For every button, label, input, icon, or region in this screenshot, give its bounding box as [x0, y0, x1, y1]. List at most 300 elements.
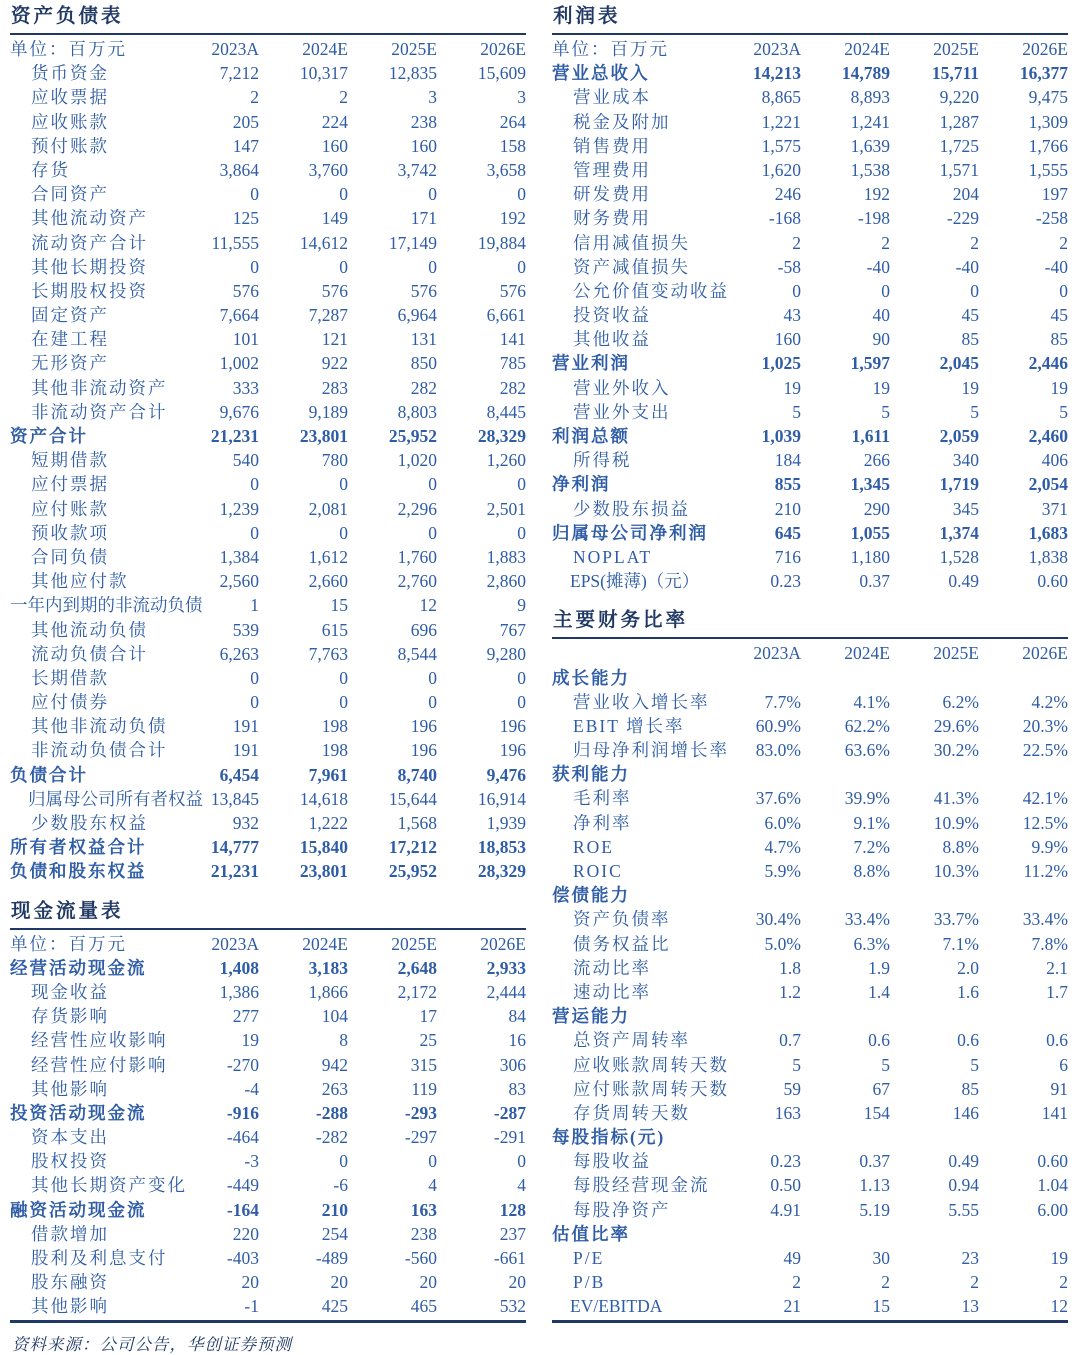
row-value: 25,952	[388, 861, 437, 882]
row-value: 1,568	[397, 813, 437, 833]
row-label: 归属母公司所有者权益	[28, 788, 203, 809]
row-label: 偿债能力	[552, 885, 630, 906]
row-label: 其他流动资产	[31, 208, 148, 229]
row-value: 121	[321, 329, 348, 350]
row-value: 25,952	[388, 426, 437, 446]
row-value: 9.9%	[1031, 836, 1068, 857]
row-value: 128	[499, 1199, 526, 1220]
row-value: 171	[410, 208, 437, 229]
table-row	[552, 279, 1068, 303]
table-row	[10, 956, 526, 980]
table-row	[10, 1028, 526, 1052]
row-value: -287	[493, 1102, 526, 1123]
unit-label: 单位：百万元	[10, 39, 127, 59]
row-value: 0	[428, 522, 437, 543]
row-value: 1.13	[859, 1175, 890, 1196]
row-value: 0	[517, 474, 526, 495]
row-label: 长期股权投资	[31, 280, 148, 301]
section-header-row	[552, 1125, 1068, 1149]
table-row	[552, 110, 1068, 134]
table-row	[10, 206, 526, 230]
row-value: -288	[315, 1102, 348, 1123]
table-row	[552, 497, 1068, 521]
section-header-row	[552, 666, 1068, 690]
section-header-row	[552, 1222, 1068, 1246]
row-value: -3	[244, 1151, 259, 1172]
row-value: 39.9%	[844, 788, 890, 809]
row-label: 速动比率	[573, 981, 651, 1002]
row-value: 163	[410, 1199, 437, 1220]
table-row	[10, 448, 526, 472]
row-label: 经营性应付影响	[31, 1054, 168, 1075]
row-value: 1	[250, 595, 259, 616]
table-row	[10, 642, 526, 666]
row-value: 8,740	[397, 764, 437, 785]
row-label: 货币资金	[31, 63, 109, 84]
row-value: 6.00	[1037, 1199, 1068, 1220]
row-value: 19	[783, 377, 801, 398]
row-value: 2,296	[397, 498, 437, 519]
row-value: -297	[404, 1127, 437, 1148]
row-label: 成长能力	[552, 667, 630, 688]
row-value: 20	[419, 1272, 437, 1293]
table-row	[552, 1077, 1068, 1101]
row-value: 0	[517, 1151, 526, 1172]
row-value: -168	[768, 208, 801, 229]
table-row	[10, 1222, 526, 1246]
row-label: 毛利率	[573, 788, 632, 809]
table-row	[552, 206, 1068, 230]
section-header-row	[552, 762, 1068, 786]
row-value: 59	[783, 1078, 801, 1099]
row-value: -291	[493, 1127, 526, 1148]
row-value: 17,149	[388, 232, 437, 253]
row-value: 333	[232, 377, 259, 398]
row-value: 63.6%	[844, 740, 890, 761]
row-value: 22.5%	[1022, 740, 1068, 761]
row-label: 一年内到期的非流动负债	[10, 595, 203, 616]
table-row	[10, 1173, 526, 1197]
row-label: 其他长期投资	[31, 256, 148, 277]
row-value: 7.7%	[764, 691, 801, 712]
row-value: 4.91	[770, 1199, 801, 1220]
row-label: 其他应付款	[31, 571, 129, 592]
row-value: 15	[872, 1296, 890, 1317]
row-value: 8	[339, 1030, 348, 1051]
row-value: 0.7	[779, 1030, 801, 1051]
row-value: 2	[881, 1272, 890, 1293]
row-label: 营业成本	[573, 87, 651, 108]
row-value: 277	[232, 1006, 259, 1027]
row-value: 0.37	[859, 571, 890, 592]
key-ratios-table	[552, 607, 1068, 1322]
row-value: 18,853	[477, 837, 526, 858]
table-row	[552, 351, 1068, 375]
row-value: 1.6	[957, 981, 979, 1002]
table-row	[552, 956, 1068, 980]
row-value: 37.6%	[755, 788, 801, 809]
table-row	[10, 763, 526, 787]
row-value: 1,612	[308, 546, 348, 567]
row-value: 8,445	[486, 401, 526, 422]
row-label: 经营性应收影响	[31, 1030, 168, 1051]
row-value: 238	[410, 1223, 437, 1244]
row-value: 15,711	[931, 63, 979, 84]
row-label: 预收款项	[31, 522, 109, 543]
row-value: -1	[244, 1296, 259, 1317]
row-value: 204	[952, 184, 979, 205]
row-value: 30.4%	[755, 909, 801, 930]
row-value: 17,212	[388, 837, 437, 858]
row-value: 932	[232, 813, 259, 833]
row-value: -560	[404, 1248, 437, 1268]
row-value: 576	[499, 280, 526, 301]
row-value: 2,054	[1028, 474, 1068, 495]
row-value: 12	[1050, 1296, 1068, 1317]
row-value: 1,260	[486, 450, 526, 471]
table-row	[10, 811, 526, 835]
row-value: 0	[428, 692, 437, 713]
row-value: 576	[321, 280, 348, 301]
row-value: 1,020	[397, 450, 437, 471]
row-value: 340	[952, 450, 979, 471]
row-value: 4.7%	[764, 836, 801, 857]
row-label: 投资活动现金流	[10, 1102, 147, 1123]
row-value: 5.55	[948, 1199, 979, 1220]
row-value: 19	[961, 377, 979, 398]
row-value: 184	[774, 450, 801, 471]
table-row	[552, 231, 1068, 255]
row-value: 1,639	[850, 135, 890, 156]
row-value: -258	[1035, 208, 1068, 229]
table-row	[10, 618, 526, 642]
row-value: 1,725	[939, 135, 979, 156]
row-label: 所有者权益合计	[10, 837, 147, 858]
row-value: 5	[881, 401, 890, 422]
table-row	[552, 569, 1068, 593]
row-value: 160	[410, 135, 437, 156]
row-value: 210	[774, 498, 801, 519]
cash-flow-title: 现金流量表	[10, 898, 526, 930]
row-value: 14,213	[752, 63, 801, 84]
row-value: 28,329	[477, 861, 526, 882]
row-value: 10,317	[299, 63, 348, 84]
row-value: -916	[226, 1102, 259, 1123]
table-row	[552, 376, 1068, 400]
row-value: 43	[783, 305, 801, 326]
row-value: 2	[1059, 232, 1068, 253]
row-label: 应收账款周转天数	[573, 1054, 729, 1075]
row-value: 290	[863, 498, 890, 519]
table-row	[10, 110, 526, 134]
row-value: 158	[499, 135, 526, 156]
row-value: 2,933	[486, 957, 526, 978]
row-label: 净利率	[573, 812, 632, 833]
row-value: 850	[410, 353, 437, 374]
row-value: 1,866	[308, 981, 348, 1002]
row-value: 160	[321, 135, 348, 156]
row-value: 2	[792, 1272, 801, 1293]
row-value: 16,377	[1019, 63, 1068, 84]
row-label: 长期借款	[31, 667, 109, 688]
row-value: 23	[961, 1248, 979, 1268]
column-header: 2024E	[844, 643, 890, 664]
row-value: 2.1	[1046, 957, 1068, 978]
cash-flow-rows	[10, 956, 526, 1323]
row-label: 存货	[31, 159, 70, 180]
row-value: 1,611	[851, 426, 890, 446]
row-value: 767	[499, 619, 526, 640]
row-value: 1.7	[1046, 981, 1068, 1002]
row-label: ROE	[573, 836, 614, 857]
row-value: 9,476	[486, 764, 526, 785]
row-value: 1,760	[397, 546, 437, 567]
table-row	[10, 1004, 526, 1028]
row-label: 负债合计	[10, 764, 88, 785]
row-value: 12.5%	[1022, 812, 1068, 833]
row-value: 16	[508, 1030, 526, 1051]
column-header: 2025E	[933, 643, 979, 664]
row-value: 1.4	[868, 981, 890, 1002]
row-value: 0	[339, 256, 348, 277]
row-value: 8,865	[761, 87, 801, 108]
table-row	[10, 787, 526, 811]
table-row	[552, 545, 1068, 569]
row-value: 0	[517, 692, 526, 713]
section-header-row	[552, 1004, 1068, 1028]
row-value: 0	[517, 522, 526, 543]
row-value: 33.4%	[1022, 909, 1068, 930]
row-value: 1,374	[939, 522, 979, 543]
row-label: 净利润	[552, 474, 611, 495]
row-value: 0	[339, 184, 348, 205]
row-value: 8,893	[850, 87, 890, 108]
row-label: 公允价值变动收益	[573, 280, 729, 301]
row-label: 经营活动现金流	[10, 957, 147, 978]
row-label: EBIT 增长率	[573, 715, 685, 736]
row-label: 预付账款	[31, 135, 109, 156]
row-value: 6,263	[219, 643, 259, 664]
row-value: 7,763	[308, 643, 348, 664]
column-header: 2025E	[391, 39, 437, 59]
row-value: 5	[792, 1054, 801, 1075]
row-value: 0.6	[1046, 1030, 1068, 1051]
row-value: 922	[321, 353, 348, 374]
row-value: 20.3%	[1022, 715, 1068, 736]
row-value: -293	[404, 1102, 437, 1123]
row-value: 2,045	[939, 353, 979, 374]
row-label: 应付债券	[31, 692, 109, 713]
row-value: 125	[232, 208, 259, 229]
row-value: 25	[419, 1030, 437, 1051]
table-row	[552, 1053, 1068, 1077]
row-value: 1,408	[219, 957, 259, 978]
row-value: 645	[774, 522, 801, 543]
row-value: 0	[339, 522, 348, 543]
row-value: 14,789	[841, 63, 890, 84]
row-value: -6	[333, 1175, 348, 1196]
row-value: 147	[232, 135, 259, 156]
row-value: 10.9%	[933, 812, 979, 833]
row-value: 85	[961, 1078, 979, 1099]
row-label: 股东融资	[31, 1272, 109, 1293]
row-label: 少数股东权益	[31, 813, 148, 833]
row-value: 2,648	[397, 957, 437, 978]
row-value: 21	[783, 1296, 801, 1317]
row-value: 196	[499, 740, 526, 761]
row-value: 2,446	[1028, 353, 1068, 374]
row-value: 10.3%	[933, 861, 979, 881]
row-label: 归母净利润增长率	[573, 740, 729, 761]
table-row	[552, 980, 1068, 1004]
income-statement-rows	[552, 61, 1068, 593]
row-value: 1,620	[761, 159, 801, 180]
table-row	[10, 351, 526, 375]
row-label: 其他非流动负债	[31, 716, 168, 737]
row-label: 所得税	[573, 450, 632, 471]
row-value: 0	[428, 667, 437, 688]
row-value: 90	[872, 329, 890, 350]
row-value: -464	[226, 1127, 259, 1148]
row-value: 1,538	[850, 159, 890, 180]
row-value: -229	[946, 208, 979, 229]
row-label: 其他非流动资产	[31, 377, 168, 398]
unit-label: 单位：百万元	[10, 933, 127, 954]
table-row	[10, 1294, 526, 1318]
table-row	[552, 932, 1068, 956]
row-label: 融资活动现金流	[10, 1199, 147, 1220]
row-label: 营业总收入	[552, 63, 650, 84]
row-value: 0	[339, 692, 348, 713]
row-value: 9,220	[939, 87, 979, 108]
row-value: 2,444	[486, 981, 526, 1002]
row-label: 非流动负债合计	[31, 740, 168, 761]
row-value: 371	[1041, 498, 1068, 519]
row-label: EPS(摊薄)（元）	[570, 571, 700, 592]
row-label: 每股净资产	[573, 1199, 671, 1220]
table-row	[552, 786, 1068, 810]
row-value: 9,280	[486, 643, 526, 664]
table-row	[552, 327, 1068, 351]
table-row	[10, 666, 526, 690]
row-value: 0	[517, 184, 526, 205]
table-row	[552, 521, 1068, 545]
row-value: 0	[250, 184, 259, 205]
row-value: 5.19	[859, 1199, 890, 1220]
table-row	[552, 472, 1068, 496]
row-value: 5	[792, 401, 801, 422]
column-header: 2025E	[933, 39, 979, 59]
row-value: 0.49	[948, 1151, 979, 1172]
cash-flow-table	[10, 898, 526, 1323]
row-label: 应付账款周转天数	[573, 1078, 729, 1099]
row-value: 7,212	[219, 63, 259, 84]
table-row	[10, 400, 526, 424]
row-value: 40	[872, 305, 890, 326]
table-row	[10, 521, 526, 545]
row-label: 资本支出	[31, 1127, 109, 1148]
row-value: 91	[1050, 1078, 1068, 1099]
table-row	[10, 738, 526, 762]
table-row	[552, 1173, 1068, 1197]
table-row	[552, 1149, 1068, 1173]
row-label: 现金收益	[31, 981, 109, 1002]
row-value: 0.6	[868, 1030, 890, 1051]
row-value: 196	[410, 716, 437, 737]
row-value: 224	[321, 111, 348, 132]
row-value: 192	[863, 184, 890, 205]
row-value: 141	[1041, 1102, 1068, 1123]
row-label: 管理费用	[573, 159, 651, 180]
row-value: 2,560	[219, 571, 259, 592]
row-label: 营业收入增长率	[573, 691, 710, 712]
row-value: 21,231	[210, 426, 259, 446]
row-value: 0	[970, 280, 979, 301]
table-row	[552, 1198, 1068, 1222]
balance-sheet-header-row	[10, 37, 526, 61]
table-row	[10, 835, 526, 859]
left-column	[10, 3, 526, 1355]
row-value: 3	[428, 87, 437, 108]
row-value: -58	[777, 256, 801, 277]
row-value: 1,309	[1028, 111, 1068, 132]
row-label: 其他收益	[573, 329, 651, 350]
row-label: 税金及附加	[573, 111, 671, 132]
row-value: 1,883	[486, 546, 526, 567]
row-value: 246	[774, 184, 801, 205]
row-value: 15,644	[388, 788, 437, 809]
cash-flow-header-row	[10, 932, 526, 956]
row-value: 30.2%	[933, 740, 979, 761]
table-row	[10, 1246, 526, 1270]
row-value: 1,055	[850, 522, 890, 543]
row-value: 2,860	[486, 571, 526, 592]
row-value: 1,386	[219, 981, 259, 1002]
balance-sheet-table	[10, 3, 526, 884]
table-row	[10, 690, 526, 714]
row-value: 2	[339, 87, 348, 108]
row-value: 198	[321, 740, 348, 761]
row-value: 205	[232, 111, 259, 132]
row-value: 20	[241, 1272, 259, 1293]
row-value: 60.9%	[755, 715, 801, 736]
row-label: 每股经营现金流	[573, 1175, 710, 1196]
row-value: 315	[410, 1054, 437, 1075]
row-value: 12,835	[388, 63, 437, 84]
row-label: 资产负债率	[573, 909, 671, 930]
row-value: -489	[315, 1248, 348, 1268]
row-value: 210	[321, 1199, 348, 1220]
row-value: 1,384	[219, 546, 259, 567]
row-value: -661	[493, 1248, 526, 1268]
row-label: ROIC	[573, 861, 623, 881]
table-row	[10, 714, 526, 738]
row-value: 2	[1059, 1272, 1068, 1293]
table-row	[552, 1101, 1068, 1125]
row-value: -40	[1044, 256, 1068, 277]
row-value: 2	[250, 87, 259, 108]
row-value: 696	[410, 619, 437, 640]
row-value: 192	[499, 208, 526, 229]
row-value: 1,575	[761, 135, 801, 156]
row-value: -40	[866, 256, 890, 277]
row-value: 13	[961, 1296, 979, 1317]
row-value: 141	[499, 329, 526, 350]
row-value: 9.1%	[853, 812, 890, 833]
row-value: 1,025	[761, 353, 801, 374]
row-value: 9,189	[308, 401, 348, 422]
row-value: 0.23	[770, 1151, 801, 1172]
